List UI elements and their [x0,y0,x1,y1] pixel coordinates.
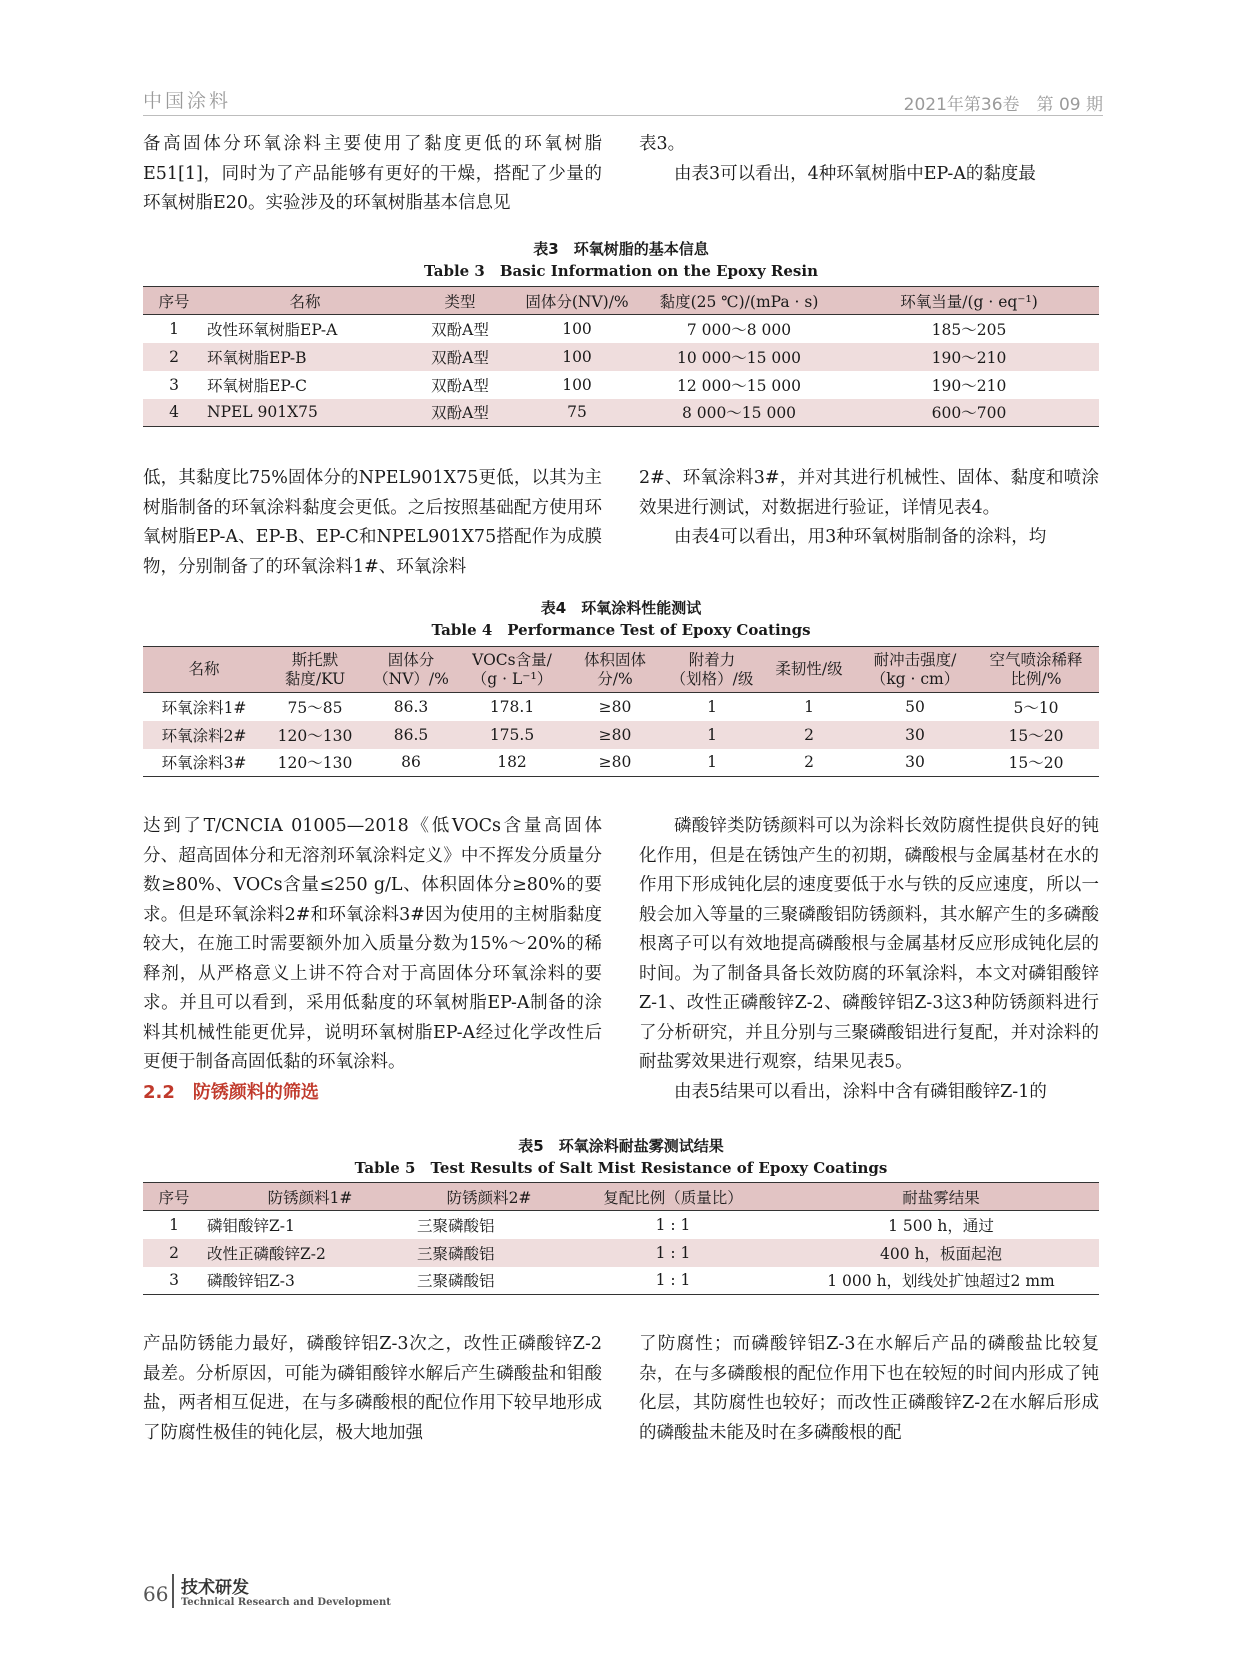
header-text: 黏度/KU [284,669,346,688]
table3-caption [143,238,1099,282]
text-column-left-4 [143,1330,602,1448]
header-text: VOCs含量/ [472,650,552,669]
header-text: 环氧当量/(g · eq⁻¹) [900,292,1038,311]
paragraph: 由表4可以看出，用3种环氧树脂制备的涂料，均 [674,527,1047,547]
table-row [143,749,1099,777]
table-cell: 1 : 1 [563,1239,783,1267]
paragraph: 了防腐性；而磷酸锌铝Z-3在水解后产品的磷酸盐比较复杂，在与多磷酸根的配位作用下也在较短的时间内形成了钝化层，其防腐性也较好；而改性正磷酸锌Z-2在水解后形成的磷酸盐未能及时在多磷酸根的配 [639,1334,1099,1443]
table-header-cell [515,287,639,315]
table-cell: 4 [143,399,205,427]
table-header-cell [205,287,405,315]
table-cell: 1 500 h，通过 [888,1216,994,1235]
paragraph: 达到了T/CNCIA 01005—2018《低VOCs含量高固体分、超高固体分和无溶剂环氧涂料定义》中不挥发分质量分数≥80%、VOCs含量≤250 g/L、体积固体分≥80%的要求。但是环氧涂料2#和环氧涂料3#因为使用的主树脂黏度较大，在施工时需要额外加入质量分数为15%～20%的稀释剂，从严格意义上讲不符合对于高固体分环氧涂料的要求。并且可以看到，采用低黏度的环氧树脂EP-A制备的涂料其机械性能更优异，说明环氧树脂EP-A经过化学改性后更便于制备高固低黏的环氧涂料。 [143,816,602,1072]
table-cell: 600～700 [839,399,1099,427]
header-text: 类型 [444,292,476,311]
footer-divider [172,1574,174,1608]
table-header-cell [563,1183,783,1211]
header-text: 防锈颜料2# [446,1188,532,1207]
table-cell: 改性正磷酸锌Z-2 [205,1239,415,1267]
table-cell: 15～20 [1008,754,1064,773]
header-rule [143,115,1103,116]
table-cell: 环氧涂料3# [161,754,247,773]
table-cell: 15～20 [973,721,1099,749]
header-text: 序号 [158,1188,190,1207]
table-row [143,693,1099,721]
paragraph: 产品防锈能力最好，磷酸锌铝Z-3次之，改性正磷酸锌Z-2最差。分析原因，可能为磷钼酸锌水解后产生磷酸盐和钼酸盐，两者相互促进，在与多磷酸根的配位作用下较早地形成了防腐性极佳的钝化层，极大地加强 [143,1334,602,1443]
table-cell: 三聚磷酸铝 [417,1216,495,1235]
table-cell: 190～210 [839,343,1099,371]
header-text: 耐冲击强度/ [873,650,957,669]
table4-caption-en: Table 4 Performance Test of Epoxy Coatings [431,621,811,639]
text-column-right-1 [639,130,1099,189]
table-cell: 双酚A型 [405,399,515,427]
header-text: 名称 [289,292,321,311]
header-text: 柔韧性/级 [775,660,843,678]
header-text: 空气喷涂稀释 [989,650,1083,669]
header-text: 名称 [188,660,220,678]
footer-section-en: Technical Research and Development [181,1597,391,1608]
header-text: （g · L⁻¹） [471,669,553,688]
table-cell: 三聚磷酸铝 [417,1272,495,1291]
table-cell: 75～85 [287,698,343,717]
table-cell: 双酚A型 [405,343,515,371]
table3-caption-en: Table 3 Basic Information on the Epoxy Resin [424,262,818,280]
table-cell: ≥80 [567,721,663,749]
table-cell: 8 000～15 000 [639,399,839,427]
header-text: （kg · cm） [870,669,960,688]
table-header-cell [415,1183,563,1211]
table-cell: 7 000～8 000 [686,320,792,339]
table-header-cell [143,1183,205,1211]
table-cell: 环氧树脂EP-C [207,376,307,395]
table-cell: NPEL 901X75 [205,399,405,427]
table-header-cell [783,1183,1099,1211]
journal-name: 中国涂料 [143,90,232,112]
table-cell: 120～130 [265,721,365,749]
table-cell: 1 [169,1215,179,1234]
table5-caption-cn: 表5 环氧涂料耐盐雾测试结果 [518,1137,724,1155]
table-cell: 3 [169,1271,179,1290]
table-header-cell [857,647,973,693]
header-text: 序号 [158,292,190,311]
table5-caption-en: Table 5 Test Results of Salt Mist Resistance of Epoxy Coatings [354,1159,888,1177]
footer-section-cn: 技术研发 [181,1578,249,1598]
header-text: （NV）/% [373,669,449,688]
paragraph: 2#、环氧涂料3#，并对其进行机械性、固体、黏度和喷涂效果进行测试，对数据进行验证，详情见表4。 [639,468,1099,518]
table-header-cell [663,647,761,693]
text-column-right-4 [639,1330,1099,1448]
table-cell: 1 [707,697,717,716]
header-text: 耐盐雾结果 [902,1188,980,1207]
header-text: 黏度(25 ℃)/(mPa · s) [659,292,819,311]
table-cell: 30 [905,753,925,772]
table-row [143,1239,1099,1267]
table-cell: 磷酸锌铝Z-3 [207,1272,295,1291]
table-cell: 86.3 [393,697,429,716]
table4 [143,646,1099,777]
table-cell: 5～10 [1013,698,1059,717]
table4-caption [143,597,1099,641]
header-text: 斯托默 [291,650,339,669]
table-cell: 12 000～15 000 [677,376,801,395]
table-cell: 3 [169,375,179,394]
table-cell: 2 [143,1239,205,1267]
table-cell: 120～130 [277,754,353,773]
table-cell: 改性环氧树脂EP-A [207,320,338,339]
table-row [143,399,1099,427]
table-row [143,371,1099,399]
text-column-left-3 [143,812,602,1107]
table-header-cell [143,287,205,315]
section-heading: 2.2 防锈颜料的筛选 [143,1081,319,1103]
header-text: 固体分 [387,650,435,669]
table-row [143,315,1099,343]
table-cell: 环氧涂料2# [143,721,265,749]
paragraph: 表3。 [639,134,686,154]
table-cell: 1 [707,753,717,772]
table-header-cell [761,647,857,693]
header-text: 防锈颜料1# [267,1188,353,1207]
header-text: 体积固体 [583,650,646,669]
table-cell: 三聚磷酸铝 [415,1239,563,1267]
table-cell: 磷钼酸锌Z-1 [207,1216,295,1235]
table5 [143,1182,1099,1295]
table-cell: ≥80 [598,753,632,772]
table-cell: 190～210 [931,376,1007,395]
table5-caption [143,1135,1099,1179]
table-header-cell [205,1183,415,1211]
table-header-cell [639,287,839,315]
table-cell: 30 [857,721,973,749]
table-row [143,1267,1099,1295]
table-cell: 10 000～15 000 [639,343,839,371]
issue-info: 2021年第36卷 第 09 期 [903,95,1103,115]
page-number: 66 [143,1582,169,1606]
paragraph: 备高固体分环氧涂料主要使用了黏度更低的环氧树脂E51[1]，同时为了产品能够有更好的干燥，搭配了少量的环氧树脂E20。实验涉及的环氧树脂基本信息见 [143,134,602,213]
paragraph: 磷酸锌类防锈颜料可以为涂料长效防腐性提供良好的钝化作用，但是在锈蚀产生的初期，磷酸根与金属基材在水的作用下形成钝化层的速度要低于水与铁的反应速度，所以一般会加入等量的三聚磷酸铝防锈颜料，其水解产生的多磷酸根离子可以有效地提高磷酸根与金属基材反应形成钝化层的时间。为了制备具备长效防腐的环氧涂料，本文对磷钼酸锌Z-1、改性正磷酸锌Z-2、磷酸锌铝Z-3这3种防锈颜料进行了分析研究，并且分别与三聚磷酸铝进行复配，并对涂料的耐盐雾效果进行观察，结果见表5。 [639,816,1099,1072]
paragraph: 由表3可以看出，4种环氧树脂中EP-A的黏度最 [674,163,1036,184]
table-header-cell [973,647,1099,693]
table-cell: 100 [562,375,592,394]
table-row [143,343,1099,371]
header-text: 比例/% [1010,669,1062,688]
table-cell: 环氧涂料1# [161,698,247,717]
table-header-cell [365,647,457,693]
table-cell: 2 [143,343,205,371]
table-cell: ≥80 [598,697,632,716]
table-cell: 182 [497,753,527,772]
table-cell: 1 : 1 [655,1271,691,1290]
table-header-cell [143,647,265,693]
table-cell: 1 [663,721,761,749]
paragraph: 由表5结果可以看出，涂料中含有磷钼酸锌Z-1的 [674,1081,1047,1102]
table-cell: 2 [761,721,857,749]
header-text: （划格）/级 [670,669,754,688]
paragraph: 低，其黏度比75%固体分的NPEL901X75更低，以其为主树脂制备的环氧涂料黏度会更低。之后按照基础配方使用环氧树脂EP-A、EP-B、EP-C和NPEL901X75搭配作为成膜物，分别制备了的环氧涂料1#、环氧涂料 [143,468,602,577]
table-cell: 环氧树脂EP-B [205,343,405,371]
text-column-right-3 [639,812,1099,1107]
header-text: 固体分(NV)/% [525,292,629,311]
table-header-cell [839,287,1099,315]
table-cell: 双酚A型 [431,320,489,339]
header-text: 复配比例（质量比） [603,1188,743,1207]
table-cell: 双酚A型 [431,376,489,395]
table-header-cell [405,287,515,315]
table-cell: 2 [804,753,814,772]
table-header-cell [457,647,567,693]
table-cell: 185～205 [931,320,1007,339]
table3 [143,286,1099,427]
table3-caption-cn: 表3 环氧树脂的基本信息 [533,240,709,258]
table-cell: 1 : 1 [655,1215,691,1234]
table-cell: 86 [401,753,421,772]
text-column-left-2 [143,464,602,582]
table-cell: 100 [562,319,592,338]
table-cell: 1 000 h，划线处扩蚀超过2 mm [827,1272,1055,1291]
table-cell: 178.1 [489,697,535,716]
table-header-cell [265,647,365,693]
table-cell: 75 [515,399,639,427]
text-column-right-2 [639,464,1099,553]
table-cell: 1 [804,697,814,716]
table-header-cell [567,647,663,693]
table-cell: 400 h，板面起泡 [783,1239,1099,1267]
table4-caption-cn: 表4 环氧涂料性能测试 [540,599,702,617]
table-cell: 50 [905,697,925,716]
text-column-left-1 [143,130,602,219]
table-row [143,1211,1099,1239]
header-text: 附着力 [688,650,736,669]
table-cell: 175.5 [457,721,567,749]
table-cell: 86.5 [365,721,457,749]
table-cell: 100 [515,343,639,371]
table-row [143,721,1099,749]
header-text: 分/% [597,669,633,688]
table-cell: 1 [169,319,179,338]
